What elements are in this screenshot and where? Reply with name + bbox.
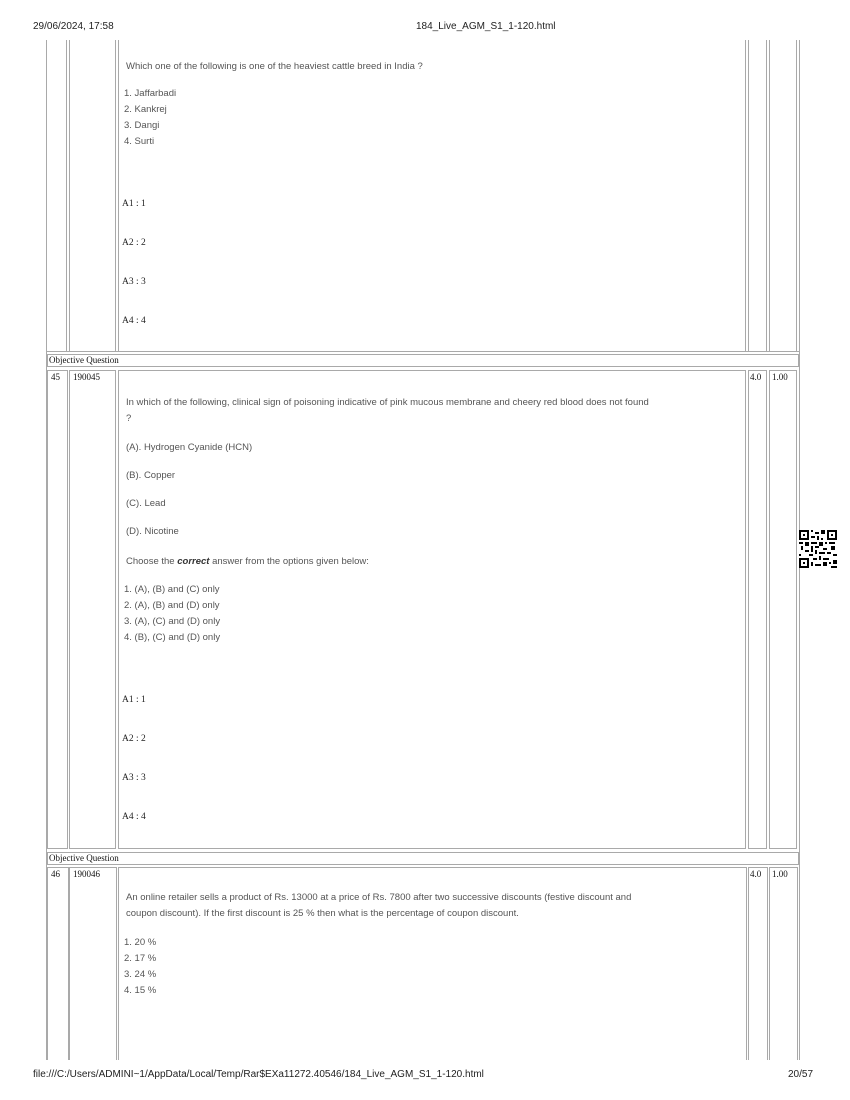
marks: 4.0: [750, 869, 762, 879]
option-item: 4. (B), (C) and (D) only: [124, 632, 221, 643]
option-item: 1. (A), (B) and (C) only: [124, 584, 220, 595]
serial-number: 45: [51, 372, 60, 382]
print-datetime: 29/06/2024, 17:58: [33, 21, 114, 32]
statement-item: (B). Copper: [126, 470, 176, 481]
option-item: 2. Kankrej: [124, 104, 167, 115]
statement-item: (A). Hydrogen Cyanide (HCN): [126, 442, 253, 453]
statement-item: (C). Lead: [126, 498, 166, 509]
option-item: 4. 15 %: [124, 985, 157, 996]
statement-item: (D). Nicotine: [126, 526, 179, 537]
question-text-cont: ?: [126, 413, 132, 424]
section-label: Objective Question: [49, 355, 119, 365]
question-id: 190045: [73, 372, 100, 382]
option-item: 2. 17 %: [124, 953, 157, 964]
option-item: 1. 20 %: [124, 937, 157, 948]
answer-option: A3 : 3: [122, 277, 146, 287]
document-title: 184_Live_AGM_S1_1-120.html: [416, 21, 556, 32]
option-item: 4. Surti: [124, 136, 155, 147]
question-text-cont: coupon discount). If the first discount is 25 % then what is the percentage of coupon discount.: [126, 908, 519, 919]
serial-number: 46: [51, 869, 60, 879]
option-item: 3. (A), (C) and (D) only: [124, 616, 221, 627]
negative-marks: 1.00: [772, 372, 788, 382]
option-item: 3. 24 %: [124, 969, 157, 980]
marks: 4.0: [750, 372, 762, 382]
question-text: In which of the following, clinical sign of poisoning indicative of pink mucous membrane and cheery red blood does not found: [126, 397, 649, 408]
negative-marks: 1.00: [772, 869, 788, 879]
answer-option: A4 : 4: [122, 812, 146, 822]
option-item: 1. Jaffarbadi: [124, 88, 177, 99]
answer-option: A4 : 4: [122, 316, 146, 326]
qr-code-icon: [799, 530, 837, 568]
question-id: 190046: [73, 869, 100, 879]
answer-option: A1 : 1: [122, 199, 146, 209]
option-item: 2. (A), (B) and (D) only: [124, 600, 220, 611]
page-number: 20/57: [788, 1069, 814, 1080]
question-text: An online retailer sells a product of Rs. 13000 at a price of Rs. 7800 after two successive discounts (festive discount and: [126, 892, 632, 903]
answer-option: A1 : 1: [122, 695, 146, 705]
section-label: Objective Question: [49, 853, 119, 863]
option-item: 3. Dangi: [124, 120, 160, 131]
instruction-text: Choose the correct answer from the options given below:: [126, 556, 369, 567]
question-text: Which one of the following is one of the heaviest cattle breed in India ?: [126, 61, 423, 72]
file-path: file:///C:/Users/ADMINI~1/AppData/Local/Temp/Rar$EXa11272.40546/184_Live_AGM_S1_1-120.html: [33, 1069, 484, 1080]
answer-option: A3 : 3: [122, 773, 146, 783]
answer-option: A2 : 2: [122, 238, 146, 248]
answer-option: A2 : 2: [122, 734, 146, 744]
